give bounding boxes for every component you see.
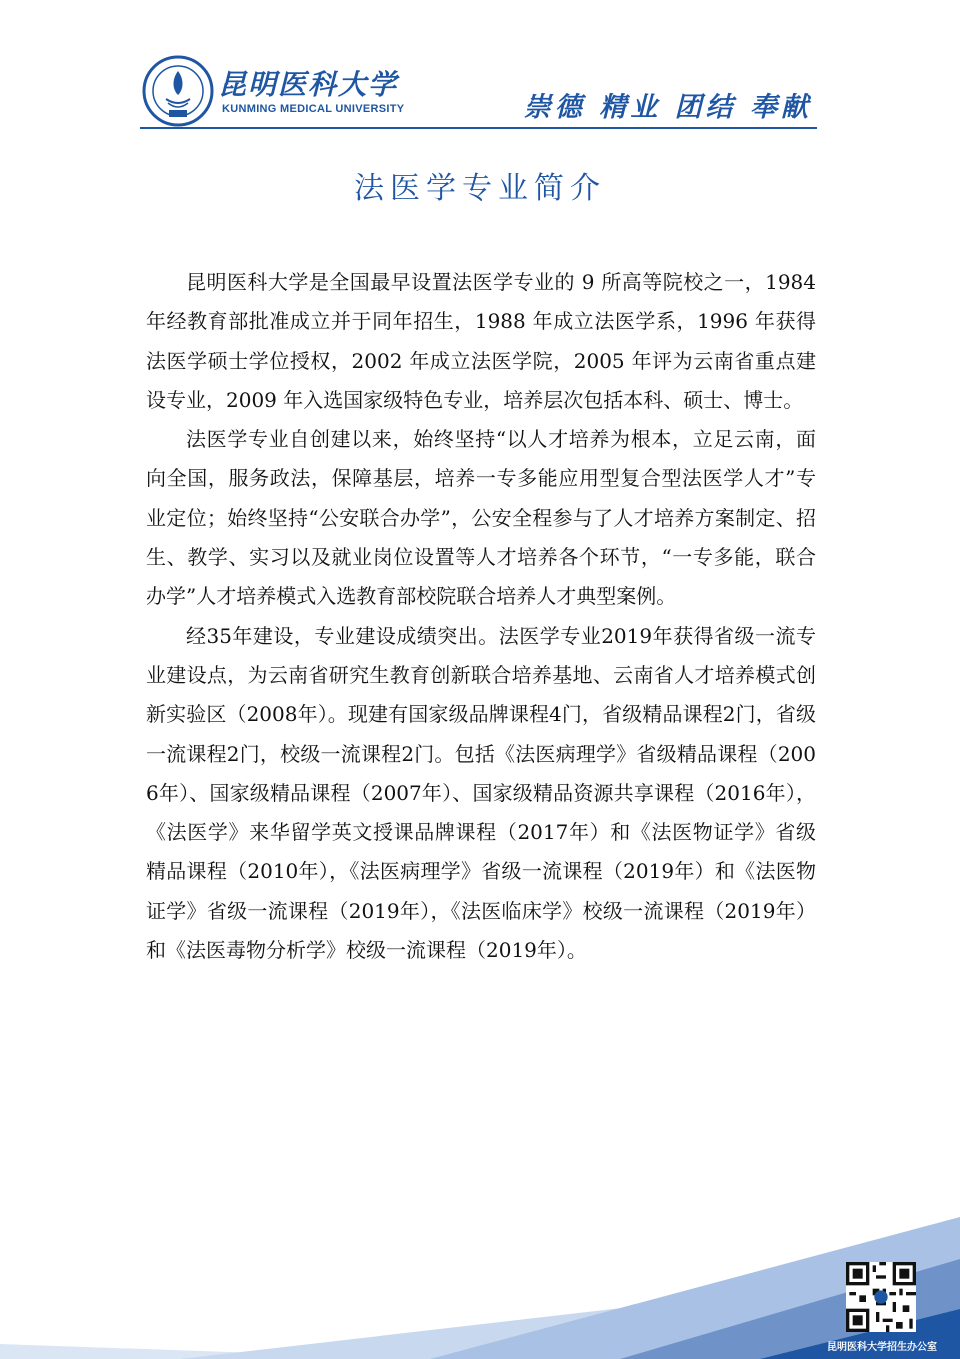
paragraph-history: 昆明医科大学是全国最早设置法医学专业的 9 所高等院校之一，1984 年经教育部批准成立并于同年招生，1988 年成立法医学系，1996 年获得法医学硕士学位授权，2002 年成立法医学院，2005 年评为云南省重点建设专业，2009 年入选国家级特色专业，培养层次包括本科、硕士、博士。 [146, 270, 816, 412]
paragraph-achievements: 经35年建设，专业建设成绩突出。法医学专业2019年获得省级一流专业建设点，为云南省研究生教育创新联合培养基地、云南省人才培养模式创新实验区（2008年）。现建有国家级品牌课程4门，省级精品课程2门，省级一流课程2门，校级一流课程2门。包括《法医病理学》省级精品课程（2006年）、国家级精品课程（2007年）、国家级精品资源共享课程（2016年），《法医学》来华留学英文授课品牌课程（2017年）和《法医物证学》省级精品课程（2010年），《法医病理学》省级一流课程（2019年）和《法医物证学》省级一流课程（2019年），《法医临床学》校级一流课程（2019年）和《法医毒物分析学》校级一流课程（2019年）。 [146, 623, 816, 963]
university-name-en: KUNMING MEDICAL UNIVERSITY [222, 103, 405, 115]
body-text [146, 263, 816, 970]
university-name-cn: 昆明医科大学 [218, 68, 399, 101]
university-motto: 崇德 精业 团结 奉献 [523, 92, 812, 123]
qr-code-caption: 昆明医科大学招生办公室 [827, 1342, 937, 1353]
page-title: 法医学专业简介 [354, 171, 606, 206]
paragraph-positioning: 法医学专业自创建以来，始终坚持“以人才培养为根本，立足云南，面向全国，服务政法，保障基层，培养一专多能应用型复合型法医学人才”专业定位；始终坚持“公安联合办学”，公安全程参与了人才培养方案制定、招生、教学、实习以及就业岗位设置等人才培养各个环节，“一专多能，联合办学”人才培养模式入选教育部校院联合培养人才典型案例。 [146, 427, 816, 609]
university-seal-logo [142, 55, 214, 127]
page-header [140, 55, 820, 135]
qr-code-icon [846, 1262, 916, 1332]
header-divider [140, 127, 817, 129]
footer-decoration [0, 1199, 960, 1359]
